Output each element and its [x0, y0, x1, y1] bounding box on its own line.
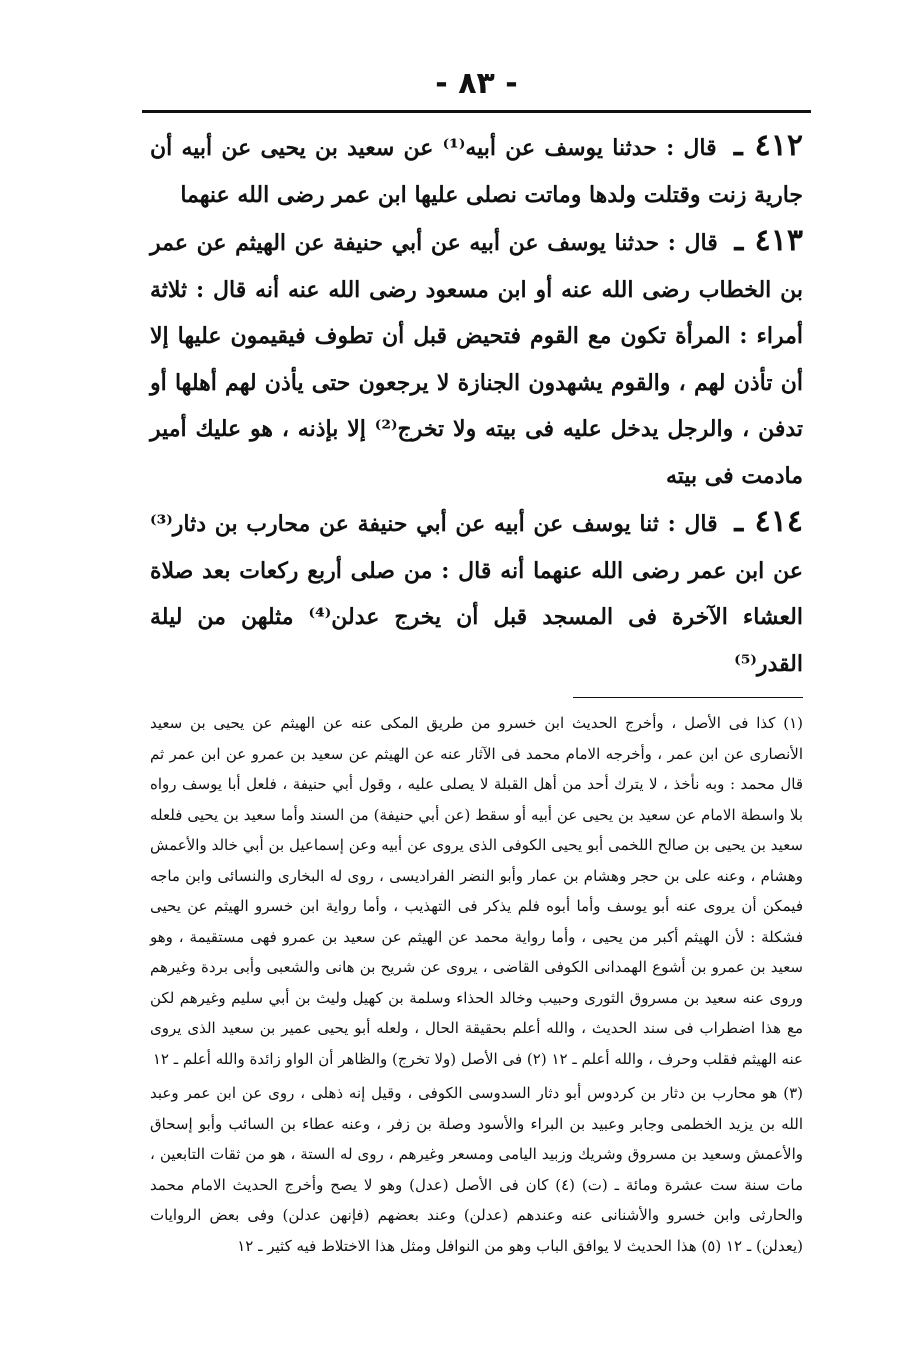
hadith-text: قال : حدثنا يوسف عن أبيه⁽¹⁾ عن سعيد بن يحيى عن أبيه أن جارية زنت وقتلت ولدها وماتت نصلى عليها ابن عمر رضى الله عنهما: [150, 135, 803, 208]
footnote-block: (٣) هو محارب بن دثار بن كردوس أبو دثار السدوسى الكوفى ، وقيل إنه ذهلى ، روى عن ابن عمر وعبد الله بن يزيد الخطمى وجابر وعبيد بن البراء والأسود وصلة بن زفر ، وعنه عطاء بن السائب وأبو إسحاق والأعمش وسعيد بن مسروق وشريك وزبيد اليامى ومسعر وغيرهم ، روى له الستة ، هو من ثقات التابعين ، مات سنة ست عشرة ومائة ـ (ت) (٤) كان فى الأصل (عدل) وهو لا يصح وأخرج الحديث الامام محمد والحارثى وابن خسرو والأشنانى عنه وعندهم (عدلن) وعند بعضهم (فإنهن عدلن) وفى بعض الروايات (يعدلن) ـ ١٢ (٥) هذا الحديث لا يوافق الباب وهو من النوافل ومثل هذا الاختلاط فيه كثير ـ ١٢: [150, 1084, 803, 1255]
hadith-number: ٤١٢ ـ: [733, 128, 803, 163]
main-text: [150, 123, 803, 687]
hadith-number: ٤١٣ ـ: [734, 223, 804, 258]
page-number: - ٨٣ -: [435, 66, 518, 101]
footnote-rule: [573, 697, 803, 698]
hadith-413: [150, 218, 803, 499]
header-rule: [142, 110, 811, 113]
hadith-412: [150, 123, 803, 218]
hadith-number: ٤١٤ ـ: [734, 504, 803, 539]
footnote-block: (١) كذا فى الأصل ، وأخرج الحديث ابن خسرو من طريق المكى عنه عن الهيثم عن يحيى بن سعيد الأنصارى عن ابن عمر ، وأخرجه الامام محمد فى الآثار عنه عن الهيثم عن سعيد بن عمرو عن ابن عمر ثم قال محمد : وبه نأخذ ، لا يترك أحد من أهل القبلة لا يصلى عليه ، وقول أبي حنيفة ، فلعل أبا يوسف رواه بلا واسطة الامام عن سعيد بن يحيى عن أبيه أو سقط (عن أبي حنيفة) من السند وأما سعيد بن يحيى فلعله سعيد بن يحيى بن صالح اللخمى أبو يحيى الكوفى الذى يروى عن أبيه وعن إسماعيل بن أبي خالد والأعمش وهشام ، وعنه على بن حجر وهشام بن عمار وأبو النضر الفراديسى ، روى له البخارى والنسائى وابن ماجه فيمكن أن يروى عنه أبو يوسف وأما أبوه فلم يذكر فى التهذيب ، وأما رواية ابن خسرو الهيثم عن يحيى فشكلة : لأن الهيثم أكبر من يحيى ، وأما رواية محمد عن الهيثم عن سعيد بن عمرو فهى مستقيمة ، وهو سعيد بن عمرو بن أشوع الهمدانى الكوفى القاضى ، يروى عن شريح بن هانى والشعبى وأبى بردة وغيرهم وروى عنه سعيد بن مسروق الثورى وحبيب وخالد الحذاء وسلمة بن كهيل وليث بن أبي سليم وغيرهم لكن مع هذا اضطراب فى سند الحديث ، والله أعلم بحقيقة الحال ، ولعله أبو يحيى عمير بن سعيد الذى يروى عنه الهيثم فقلب وحرف ، والله أعلم ـ ١٢ (٢) فى الأصل (ولا تخرج) والظاهر أن الواو زائدة والله أعلم ـ ١٢: [150, 714, 803, 1068]
hadith-414: [150, 499, 803, 687]
footnotes: [150, 708, 803, 1261]
hadith-text: قال : ثنا يوسف عن أبيه عن أبي حنيفة عن محارب بن دثار⁽³⁾ عن ابن عمر رضى الله عنهما أنه قال : من صلى أربع ركعات بعد صلاة العشاء الآخرة فى المسجد قبل أن يخرج عدلن⁽⁴⁾ مثلهن من ليلة القدر⁽⁵⁾: [150, 511, 803, 677]
hadith-text: قال : حدثنا يوسف عن أبيه عن أبي حنيفة عن الهيثم عن عمر بن الخطاب رضى الله عنه أو ابن مسعود رضى الله عنه أنه قال : ثلاثة أمراء : المرأة تكون مع القوم فتحيض قبل أن تطوف فيقيمون عليها إلا أن تأذن لهم ، والقوم يشهدون الجنازة لا يرجعون حتى يأذن لهم أهلها أو تدفن ، والرجل يدخل عليه فى بيته ولا تخرج⁽²⁾ إلا بإذنه ، هو عليك أمير مادمت فى بيته: [150, 230, 803, 489]
